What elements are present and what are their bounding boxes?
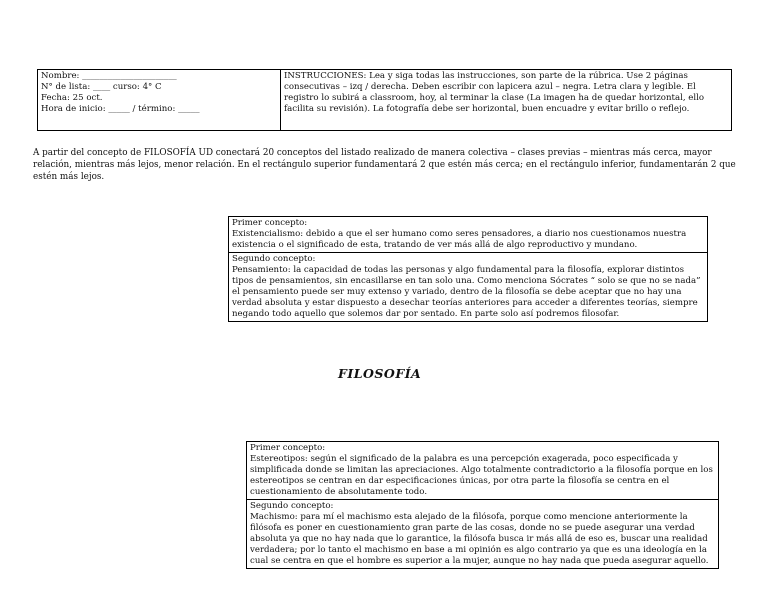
center-title: FILOSOFÍA	[338, 366, 422, 381]
top-first-concept: Primer concepto: Existencialismo: debido a que el ser humano como seres pensadores, a diario nos cuestionamos nuestra existencia o el significado de esta, tratando de ver más allá de algo reproductivo y mundano.	[232, 218, 687, 250]
instructions: INSTRUCCIONES: Lea y siga todas las instrucciones, son parte de la rúbrica. Use 2 páginas consecutivas – izq / derecha. Deben escribir con lapicera azul – negra. Letra clara y legible. El registro lo subirá a classroom, hoy, al terminar la clase (La imagen ha de quedar horizontal, ello facilita su revisión). La fotografía debe ser horizontal, buen encuadre y evitar brillo o reflejo.	[284, 71, 705, 114]
bottom-second-concept: Segundo concepto: Machismo: para mí el machismo esta alejado de la filósofa, porque como mencione anteriormente la filósofa es poner en cuestionamiento gran parte de las cosas, donde no se puede asegurar una verdad absoluta ya que no hay nada que lo garantice, la filósofa busca ir más allá de eso es, buscar una realidad verdadera; por lo tanto el machismo en base a mi opinión es algo contrario ya que es una ideología en la cual se centra en que el hombre es superior a la mujer, aunque no hay nada que pueda asegurar aquello.	[247, 499, 718, 568]
bottom-first-concept: Primer concepto: Estereotipos: según el significado de la palabra es una percepción exagerada, poco especificada y simplificada donde se limitan las apreciaciones. Algo totalmente contradictorio a la filosofía porque en los estereotipos se centran en dar especificaciones únicas, por otra parte la filosofía se centra en el cuestionamiento de absolutamente todo.	[250, 443, 713, 497]
intro-paragraph: A partir del concepto de FILOSOFÍA UD conectará 20 conceptos del listado realizado de manera colectiva – clases previas – mientras más cerca, mayor relación, mientras más lejos, menor relación. En el rectángulo superior fundamentará 2 que estén más cerca; en el rectángulo inferior, fundamentarán 2 que estén más lejos.	[33, 148, 736, 182]
student-info: Nombre: ______________________ N° de lista: ____ curso: 4° C Fecha: 25 oct. Hora de inicio: _____ / término: _____	[38, 70, 281, 130]
top-second-concept: Segundo concepto: Pensamiento: la capacidad de todas las personas y algo fundamental para la filosofía, explorar distintos tipos de pensamientos, sin encasillarse en tan solo una. Como menciona Sócrates “ solo se que no se nada” el pensamiento puede ser muy extenso y variado, dentro de la filosofía se debe aceptar que no hay una verdad absoluta y estar dispuesto a desechar teorías anteriores para acceder a diferentes teorías, siempre negando todo aquello que solemos dar por sentado. En parte solo así podremos filosofar.	[229, 252, 707, 321]
header-table	[37, 69, 732, 131]
farthest-concepts-box	[246, 441, 719, 569]
closest-concepts-box	[228, 216, 708, 322]
